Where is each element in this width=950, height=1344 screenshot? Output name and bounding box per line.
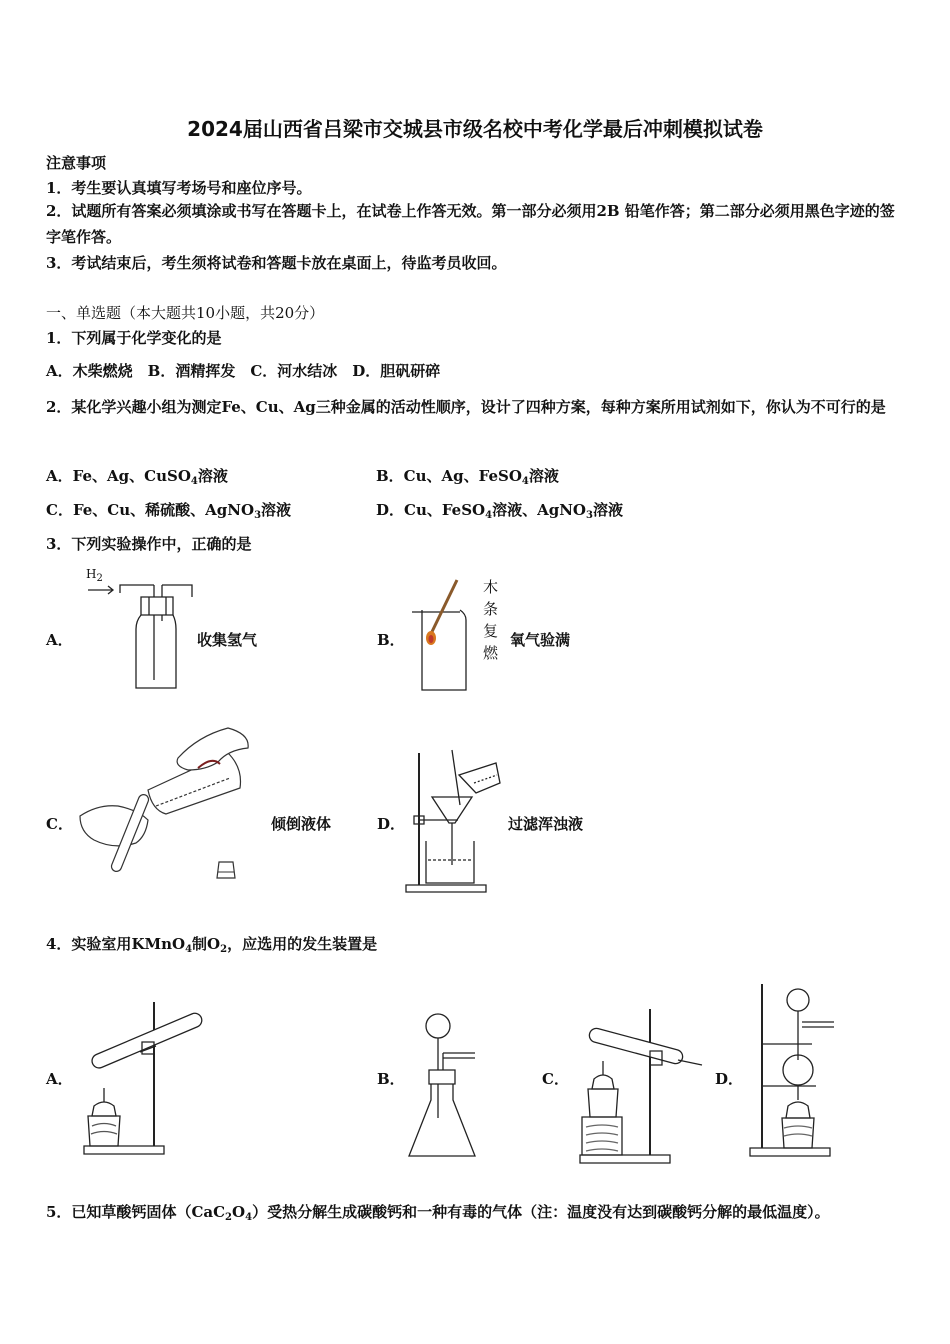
q3-d-caption: 过滤浑浊液: [508, 815, 584, 833]
filtration-figure: [404, 745, 504, 895]
q3-b-label: B．: [377, 631, 405, 649]
q4-stem: 4．实验室用KMnO$_4$制$O_2$，应选用的发生装置是: [46, 935, 378, 955]
q2-stem: 2．某化学兴趣小组为测定Fe、Cu、Ag三种金属的活动性顺序，设计了四种方案，每种方案所用试剂如下，你认为不可行的是: [46, 398, 886, 416]
q3-b-caption: 氧气验满: [510, 631, 571, 649]
q4-c-label: C．: [542, 1070, 569, 1088]
q2-option-d: D．Cu、FeSO$_4$溶液、AgNO$_3$溶液: [376, 501, 623, 521]
apparatus-a-figure: [78, 998, 213, 1158]
section-heading: 一、单选题（本大题共10小题，共20分）: [46, 304, 325, 322]
q3-a-caption: 收集氢气: [197, 631, 258, 649]
q4-b-label: B．: [377, 1070, 405, 1088]
apparatus-b-figure: [405, 1008, 480, 1163]
wood-splint-note: 木 条 复 燃: [483, 578, 499, 662]
apparatus-d-figure: [748, 980, 838, 1160]
gas-bottle-figure: [86, 575, 196, 695]
notice-heading: 注意事项: [46, 154, 107, 172]
q3-c-caption: 倾倒液体: [271, 815, 332, 833]
q5-stem: 5．已知草酸钙固体$(CaC_2O_4)$受热分解生成碳酸钙和一种有毒的气体（注：温度没有达到碳酸钙分解的最低温度）。: [46, 1203, 830, 1223]
q2-option-b: B．Cu、Ag、FeSO$_4$溶液: [376, 467, 559, 487]
notice-item-3: 3．考试结束后，考生须将试卷和答题卡放在桌面上，待监考员收回。: [46, 254, 507, 272]
q3-c-label: C．: [46, 815, 73, 833]
q2-option-c: C．Fe、Cu、稀硫酸、AgNO$_3$溶液: [46, 501, 292, 521]
exam-title: 2024届山西省吕梁市交城县市级名校中考化学最后冲刺模拟试卷: [187, 117, 763, 141]
h2-label: $H_2$: [86, 567, 103, 584]
q1-options: A．木柴燃烧 B．酒精挥发 C．河水结冰 D．胆矾研碎: [46, 362, 441, 380]
q3-d-label: D．: [377, 815, 406, 833]
notice-item-1: 1．考生要认真填写考场号和座位序号。: [46, 179, 312, 197]
q2-option-a: A．Fe、Ag、CuSO$_4$溶液: [46, 467, 228, 487]
q3-stem: 3．下列实验操作中，正确的是: [46, 535, 252, 553]
q1-stem: 1．下列属于化学变化的是: [46, 329, 222, 347]
q4-d-label: D．: [715, 1070, 744, 1088]
apparatus-c-figure: [578, 1005, 708, 1165]
notice-item-2: 2．试题所有答案必须填涂或书写在答题卡上，在试卷上作答无效。第一部分必须用2B 铅笔作答；第二部分必须用黑色字迹的签字笔作答。: [46, 202, 895, 246]
q3-a-label: A．: [46, 631, 73, 649]
oxygen-test-figure: [408, 580, 488, 695]
q4-a-label: A．: [46, 1070, 73, 1088]
bottle-stopper-figure: [215, 860, 237, 880]
